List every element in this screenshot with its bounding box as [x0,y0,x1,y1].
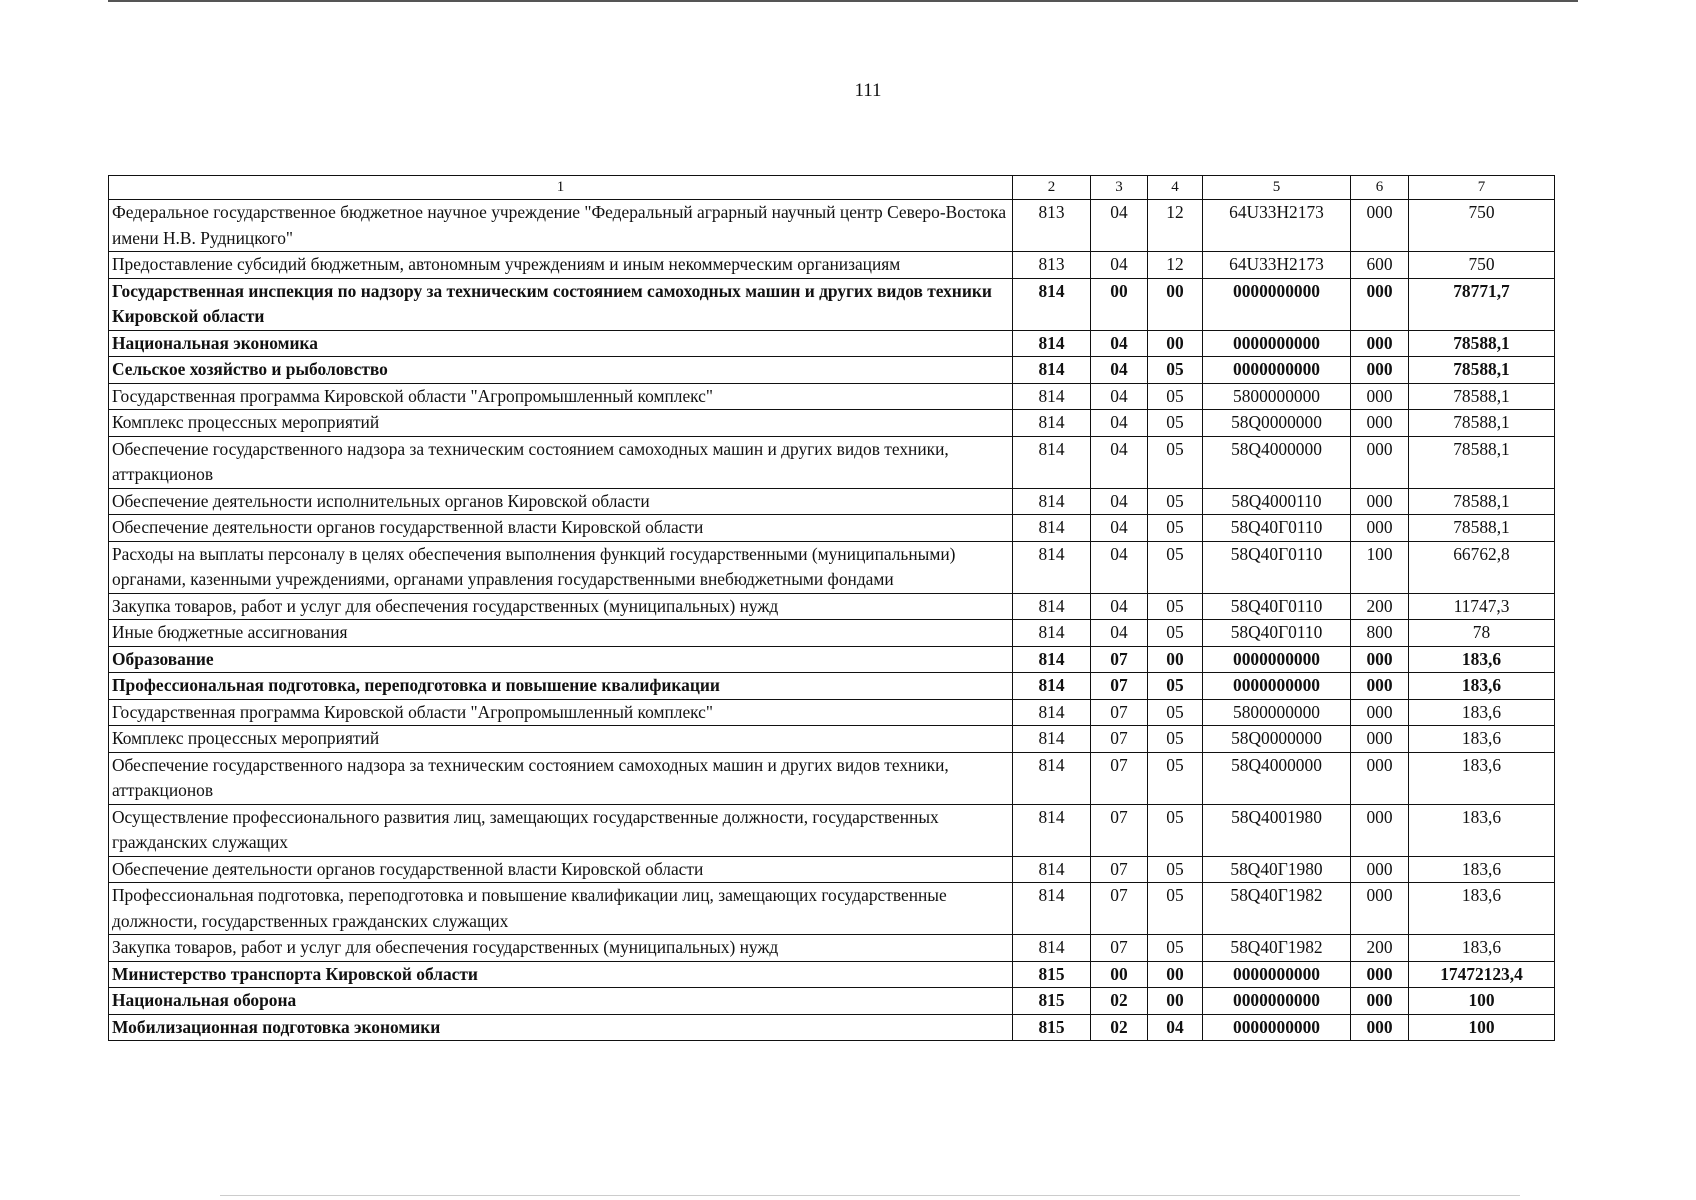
target-article-cell: 0000000000 [1203,357,1351,384]
ministry-code-cell: 814 [1013,752,1091,804]
row-name-cell: Предоставление субсидий бюджетным, автономным учреждениям и иным некоммерческим организациям [109,252,1013,279]
table-row [109,252,1555,279]
ministry-code-cell: 815 [1013,961,1091,988]
section-code-cell: 07 [1091,726,1148,753]
ministry-code-cell: 814 [1013,488,1091,515]
target-article-cell: 58Q4000000 [1203,752,1351,804]
expense-type-cell: 000 [1351,856,1409,883]
target-article-cell: 0000000000 [1203,330,1351,357]
amount-cell: 183,6 [1409,856,1555,883]
expense-type-cell: 000 [1351,383,1409,410]
expense-type-cell: 000 [1351,988,1409,1015]
table-row [109,699,1555,726]
target-article-cell: 58Q40Г1982 [1203,883,1351,935]
target-article-cell: 58Q40Г0110 [1203,620,1351,647]
amount-cell: 183,6 [1409,804,1555,856]
expense-type-cell: 000 [1351,726,1409,753]
target-article-cell: 0000000000 [1203,673,1351,700]
table-row [109,330,1555,357]
table-row [109,383,1555,410]
ministry-code-cell: 814 [1013,357,1091,384]
subsection-code-cell: 00 [1148,330,1203,357]
subsection-code-cell: 05 [1148,593,1203,620]
section-code-cell: 07 [1091,673,1148,700]
section-code-cell: 04 [1091,620,1148,647]
ministry-code-cell: 814 [1013,646,1091,673]
target-article-cell: 58Q40Г0110 [1203,515,1351,542]
ministry-code-cell: 813 [1013,200,1091,252]
ministry-code-cell: 814 [1013,935,1091,962]
row-name-cell: Комплекс процессных мероприятий [109,726,1013,753]
target-article-cell: 5800000000 [1203,383,1351,410]
row-name-cell: Обеспечение государственного надзора за техническим состоянием самоходных машин и других видов техники, аттракционов [109,752,1013,804]
ministry-code-cell: 814 [1013,673,1091,700]
table-row [109,541,1555,593]
target-article-cell: 58Q0000000 [1203,726,1351,753]
target-article-cell: 58Q40Г1982 [1203,935,1351,962]
expense-type-cell: 000 [1351,436,1409,488]
amount-cell: 78771,7 [1409,278,1555,330]
table-row [109,515,1555,542]
ministry-code-cell: 815 [1013,1014,1091,1041]
row-name-cell: Национальная оборона [109,988,1013,1015]
section-code-cell: 04 [1091,593,1148,620]
row-name-cell: Осуществление профессионального развития лиц, замещающих государственные должности, государственных гражданских служащих [109,804,1013,856]
column-header: 7 [1409,176,1555,200]
ministry-code-cell: 814 [1013,330,1091,357]
ministry-code-cell: 815 [1013,988,1091,1015]
bottom-scan-edge-line [220,1195,1520,1196]
target-article-cell: 0000000000 [1203,961,1351,988]
expense-type-cell: 000 [1351,1014,1409,1041]
row-name-cell: Обеспечение деятельности органов государственной власти Кировской области [109,515,1013,542]
subsection-code-cell: 05 [1148,935,1203,962]
ministry-code-cell: 814 [1013,541,1091,593]
table-row [109,1014,1555,1041]
target-article-cell: 58Q40Г1980 [1203,856,1351,883]
expense-type-cell: 200 [1351,593,1409,620]
expense-type-cell: 000 [1351,330,1409,357]
subsection-code-cell: 04 [1148,1014,1203,1041]
amount-cell: 78588,1 [1409,357,1555,384]
subsection-code-cell: 05 [1148,357,1203,384]
row-name-cell: Обеспечение деятельности исполнительных органов Кировской области [109,488,1013,515]
expense-type-cell: 800 [1351,620,1409,647]
section-code-cell: 07 [1091,804,1148,856]
section-code-cell: 00 [1091,961,1148,988]
ministry-code-cell: 814 [1013,699,1091,726]
expense-type-cell: 000 [1351,961,1409,988]
amount-cell: 183,6 [1409,726,1555,753]
expense-type-cell: 000 [1351,646,1409,673]
amount-cell: 78588,1 [1409,436,1555,488]
table-body [109,200,1555,1041]
column-header: 5 [1203,176,1351,200]
table-row [109,620,1555,647]
subsection-code-cell: 00 [1148,646,1203,673]
budget-table-container [108,175,1554,1041]
ministry-code-cell: 814 [1013,436,1091,488]
expense-type-cell: 000 [1351,488,1409,515]
ministry-code-cell: 814 [1013,593,1091,620]
subsection-code-cell: 05 [1148,410,1203,437]
row-name-cell: Закупка товаров, работ и услуг для обеспечения государственных (муниципальных) нужд [109,593,1013,620]
top-scan-edge-line [108,0,1578,2]
expense-type-cell: 000 [1351,883,1409,935]
amount-cell: 183,6 [1409,752,1555,804]
table-header-row [109,176,1555,200]
expense-type-cell: 000 [1351,673,1409,700]
section-code-cell: 07 [1091,935,1148,962]
section-code-cell: 04 [1091,330,1148,357]
expense-type-cell: 000 [1351,278,1409,330]
row-name-cell: Профессиональная подготовка, переподготовка и повышение квалификации лиц, замещающих государственные должности, государственных гражданских служащих [109,883,1013,935]
table-row [109,856,1555,883]
section-code-cell: 00 [1091,278,1148,330]
amount-cell: 17472123,4 [1409,961,1555,988]
subsection-code-cell: 05 [1148,673,1203,700]
target-article-cell: 58Q4001980 [1203,804,1351,856]
expense-type-cell: 000 [1351,752,1409,804]
amount-cell: 78588,1 [1409,515,1555,542]
page-number: 111 [854,80,882,101]
target-article-cell: 58Q4000000 [1203,436,1351,488]
amount-cell: 78588,1 [1409,410,1555,437]
amount-cell: 183,6 [1409,673,1555,700]
row-name-cell: Государственная программа Кировской области "Агропромышленный комплекс" [109,383,1013,410]
expense-type-cell: 000 [1351,515,1409,542]
subsection-code-cell: 05 [1148,883,1203,935]
table-row [109,278,1555,330]
table-row [109,436,1555,488]
ministry-code-cell: 814 [1013,856,1091,883]
target-article-cell: 0000000000 [1203,1014,1351,1041]
section-code-cell: 04 [1091,383,1148,410]
subsection-code-cell: 05 [1148,436,1203,488]
expense-type-cell: 000 [1351,699,1409,726]
table-row [109,726,1555,753]
target-article-cell: 0000000000 [1203,278,1351,330]
table-row [109,200,1555,252]
expense-type-cell: 000 [1351,410,1409,437]
section-code-cell: 04 [1091,410,1148,437]
row-name-cell: Национальная экономика [109,330,1013,357]
amount-cell: 78 [1409,620,1555,647]
row-name-cell: Расходы на выплаты персоналу в целях обеспечения выполнения функций государственными (муниципальными) органами, казенными учреждениями, органами управления государственными внебюджетными фондами [109,541,1013,593]
expense-type-cell: 000 [1351,357,1409,384]
section-code-cell: 04 [1091,436,1148,488]
column-header: 1 [109,176,1013,200]
subsection-code-cell: 00 [1148,278,1203,330]
expense-type-cell: 600 [1351,252,1409,279]
row-name-cell: Государственная программа Кировской области "Агропромышленный комплекс" [109,699,1013,726]
row-name-cell: Закупка товаров, работ и услуг для обеспечения государственных (муниципальных) нужд [109,935,1013,962]
table-row [109,935,1555,962]
target-article-cell: 58Q40Г0110 [1203,593,1351,620]
target-article-cell: 64U33H2173 [1203,200,1351,252]
section-code-cell: 04 [1091,515,1148,542]
subsection-code-cell: 00 [1148,988,1203,1015]
target-article-cell: 0000000000 [1203,646,1351,673]
table-row [109,593,1555,620]
ministry-code-cell: 814 [1013,883,1091,935]
target-article-cell: 0000000000 [1203,988,1351,1015]
subsection-code-cell: 05 [1148,620,1203,647]
ministry-code-cell: 814 [1013,515,1091,542]
amount-cell: 750 [1409,200,1555,252]
column-header: 3 [1091,176,1148,200]
section-code-cell: 04 [1091,252,1148,279]
section-code-cell: 02 [1091,1014,1148,1041]
subsection-code-cell: 05 [1148,488,1203,515]
subsection-code-cell: 05 [1148,752,1203,804]
ministry-code-cell: 814 [1013,726,1091,753]
subsection-code-cell: 05 [1148,699,1203,726]
amount-cell: 78588,1 [1409,330,1555,357]
subsection-code-cell: 05 [1148,383,1203,410]
section-code-cell: 04 [1091,357,1148,384]
budget-table [108,175,1555,1041]
expense-type-cell: 100 [1351,541,1409,593]
section-code-cell: 07 [1091,856,1148,883]
amount-cell: 78588,1 [1409,488,1555,515]
section-code-cell: 04 [1091,488,1148,515]
ministry-code-cell: 814 [1013,278,1091,330]
expense-type-cell: 000 [1351,200,1409,252]
section-code-cell: 07 [1091,699,1148,726]
row-name-cell: Комплекс процессных мероприятий [109,410,1013,437]
target-article-cell: 58Q0000000 [1203,410,1351,437]
amount-cell: 66762,8 [1409,541,1555,593]
section-code-cell: 07 [1091,883,1148,935]
amount-cell: 100 [1409,1014,1555,1041]
amount-cell: 78588,1 [1409,383,1555,410]
expense-type-cell: 000 [1351,804,1409,856]
row-name-cell: Обеспечение деятельности органов государственной власти Кировской области [109,856,1013,883]
ministry-code-cell: 813 [1013,252,1091,279]
row-name-cell: Мобилизационная подготовка экономики [109,1014,1013,1041]
subsection-code-cell: 05 [1148,541,1203,593]
row-name-cell: Сельское хозяйство и рыболовство [109,357,1013,384]
target-article-cell: 58Q4000110 [1203,488,1351,515]
column-header: 4 [1148,176,1203,200]
row-name-cell: Министерство транспорта Кировской области [109,961,1013,988]
ministry-code-cell: 814 [1013,804,1091,856]
section-code-cell: 04 [1091,200,1148,252]
section-code-cell: 04 [1091,541,1148,593]
ministry-code-cell: 814 [1013,620,1091,647]
amount-cell: 11747,3 [1409,593,1555,620]
table-row [109,646,1555,673]
target-article-cell: 5800000000 [1203,699,1351,726]
table-row [109,883,1555,935]
table-row [109,410,1555,437]
table-row [109,357,1555,384]
section-code-cell: 02 [1091,988,1148,1015]
target-article-cell: 64U33H2173 [1203,252,1351,279]
table-row [109,961,1555,988]
ministry-code-cell: 814 [1013,410,1091,437]
subsection-code-cell: 05 [1148,515,1203,542]
amount-cell: 183,6 [1409,935,1555,962]
table-row [109,988,1555,1015]
target-article-cell: 58Q40Г0110 [1203,541,1351,593]
subsection-code-cell: 00 [1148,961,1203,988]
section-code-cell: 07 [1091,646,1148,673]
amount-cell: 750 [1409,252,1555,279]
table-row [109,488,1555,515]
amount-cell: 183,6 [1409,646,1555,673]
amount-cell: 183,6 [1409,883,1555,935]
ministry-code-cell: 814 [1013,383,1091,410]
table-row [109,673,1555,700]
expense-type-cell: 200 [1351,935,1409,962]
row-name-cell: Профессиональная подготовка, переподготовка и повышение квалификации [109,673,1013,700]
subsection-code-cell: 12 [1148,200,1203,252]
subsection-code-cell: 05 [1148,726,1203,753]
table-row [109,752,1555,804]
column-header: 2 [1013,176,1091,200]
subsection-code-cell: 05 [1148,804,1203,856]
row-name-cell: Иные бюджетные ассигнования [109,620,1013,647]
row-name-cell: Обеспечение государственного надзора за техническим состоянием самоходных машин и других видов техники, аттракционов [109,436,1013,488]
subsection-code-cell: 05 [1148,856,1203,883]
row-name-cell: Образование [109,646,1013,673]
subsection-code-cell: 12 [1148,252,1203,279]
row-name-cell: Государственная инспекция по надзору за техническим состоянием самоходных машин и других видов техники Кировской области [109,278,1013,330]
section-code-cell: 07 [1091,752,1148,804]
row-name-cell: Федеральное государственное бюджетное научное учреждение "Федеральный аграрный научный центр Северо-Востока имени Н.В. Рудницкого" [109,200,1013,252]
amount-cell: 183,6 [1409,699,1555,726]
table-row [109,804,1555,856]
amount-cell: 100 [1409,988,1555,1015]
column-header: 6 [1351,176,1409,200]
